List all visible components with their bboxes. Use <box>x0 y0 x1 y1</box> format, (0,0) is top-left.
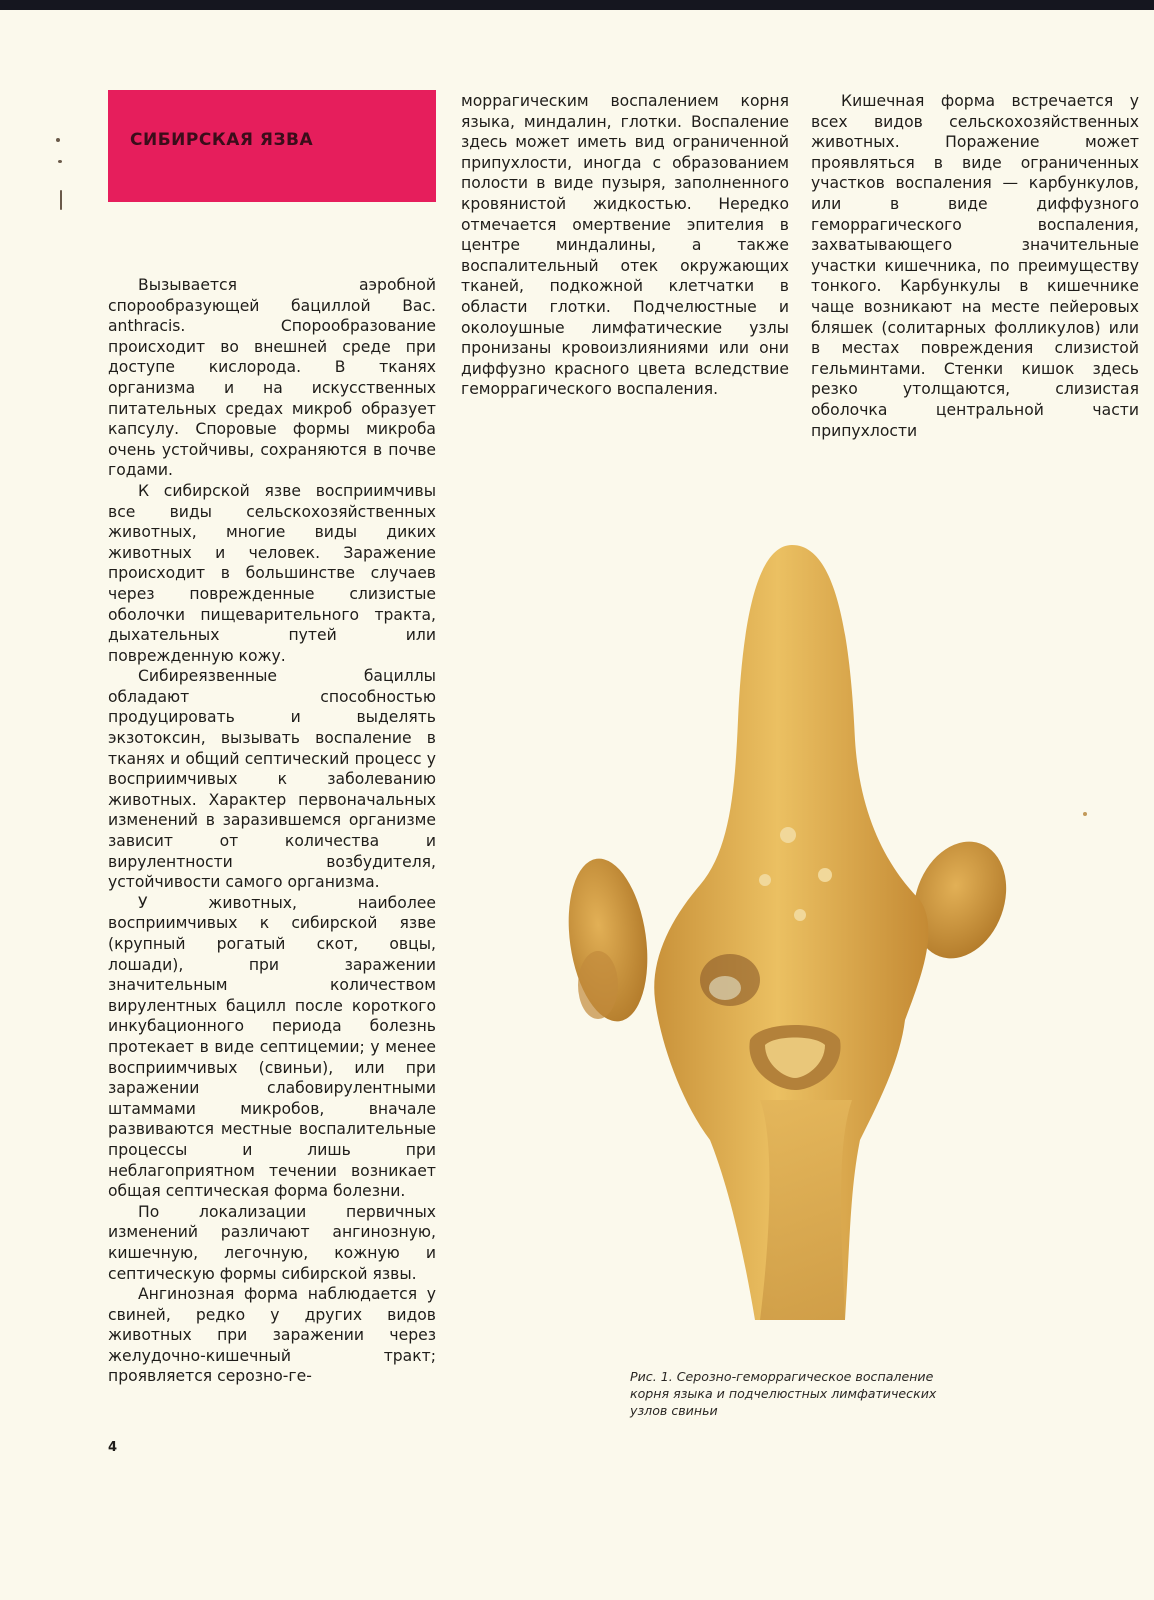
paragraph: моррагическим воспалением корня языка, миндалин, глотки. Воспаление здесь может иметь вид ограниченной припухлости, иногда с образованием полости в виде пузыря, заполненного кровянистой жидкостью. Нередко отмечается омертвение эпителия в центре миндалины, а также воспалительный отек окружающих тканей, подкожной клетчатки в области глотки. Подчелюстные и околоушные лимфатические узлы пронизаны кровоизлияниями или они диффузно красного цвета вследствие геморрагического воспаления. <box>461 92 789 399</box>
text-column-1 <box>108 275 436 1387</box>
tongue-drawing <box>560 540 1030 1340</box>
text-column-3 <box>811 91 1139 441</box>
speck-4 <box>1083 812 1087 816</box>
pig-tongue-illustration <box>560 540 1030 1340</box>
paragraph: Сибиреязвенные бациллы обладают способностью продуцировать и выделять экзотоксин, вызывать воспаление в тканях и общий септический процесс у восприимчивых к заболеванию животных. Характер первоначальных изменений в заразившемся организме зависит от количества и вирулентности возбудителя, устойчивости самого организма. <box>108 667 436 892</box>
speck-3 <box>60 190 62 210</box>
figure-caption: Рис. 1. Серозно-геморрагическое воспаление корня языка и подчелюстных лимфатических узлов свиньи <box>630 1369 937 1418</box>
paragraph: По локализации первичных изменений различают ангинозную, кишечную, легочную, кожную и септическую формы сибирской язвы. <box>108 1202 436 1283</box>
speck-1 <box>56 138 60 142</box>
paragraph: Ангинозная форма наблюдается у свиней, редко у других видов животных при заражении через желудочно-кишечный тракт; проявляется серозно-ге- <box>108 1285 436 1386</box>
text-column-2 <box>461 91 789 400</box>
section-title: СИБИРСКАЯ ЯЗВА <box>130 130 314 150</box>
paragraph: К сибирской язве восприимчивы все виды сельскохозяйственных животных, многие виды диких животных и человек. Заражение происходит в большинстве случаев через поврежденные слизистые оболочки пищеварительного тракта, дыхательных путей или поврежденную кожу. <box>108 481 436 665</box>
top-edge-bar <box>0 0 1154 10</box>
paragraph: Кишечная форма встречается у всех видов сельскохозяйственных животных. Поражение может проявляться в виде ограниченных участков воспаления — карбункулов, или в виде диффузного геморрагического воспаления, захватывающего значительные участки кишечника, по преимуществу тонкого. Карбункулы в кишечнике чаще возникают на месте пейеровых бляшек (солитарных фолликулов) или в местах повреждения слизистой гельминтами. Стенки кишок здесь резко утолщаются, слизистая оболочка центральной части припухлости <box>811 92 1139 440</box>
section-title-band <box>108 90 436 202</box>
paragraph: У животных, наиболее восприимчивых к сибирской язве (крупный рогатый скот, овцы, лошади), при заражении значительным количеством вирулентных бацилл после короткого инкубационного периода болезнь протекает в виде септицемии; у менее восприимчивых (свиньи), или при заражении слабовирулентными штаммами микробов, вначале развиваются местные воспалительные процессы и лишь при неблагоприятном течении возникает общая септическая форма болезни. <box>108 893 436 1201</box>
page-number: 4 <box>108 1440 118 1455</box>
paragraph: Вызывается аэробной спорообразующей бациллой Вас. anthracis. Спорообразование происходит во внешней среде при доступе кислорода. В тканях организма и на искусственных питательных средах микроб образует капсулу. Споровые формы микроба очень устойчивы, сохраняются в почве годами. <box>108 276 436 480</box>
speck-2 <box>58 160 62 163</box>
